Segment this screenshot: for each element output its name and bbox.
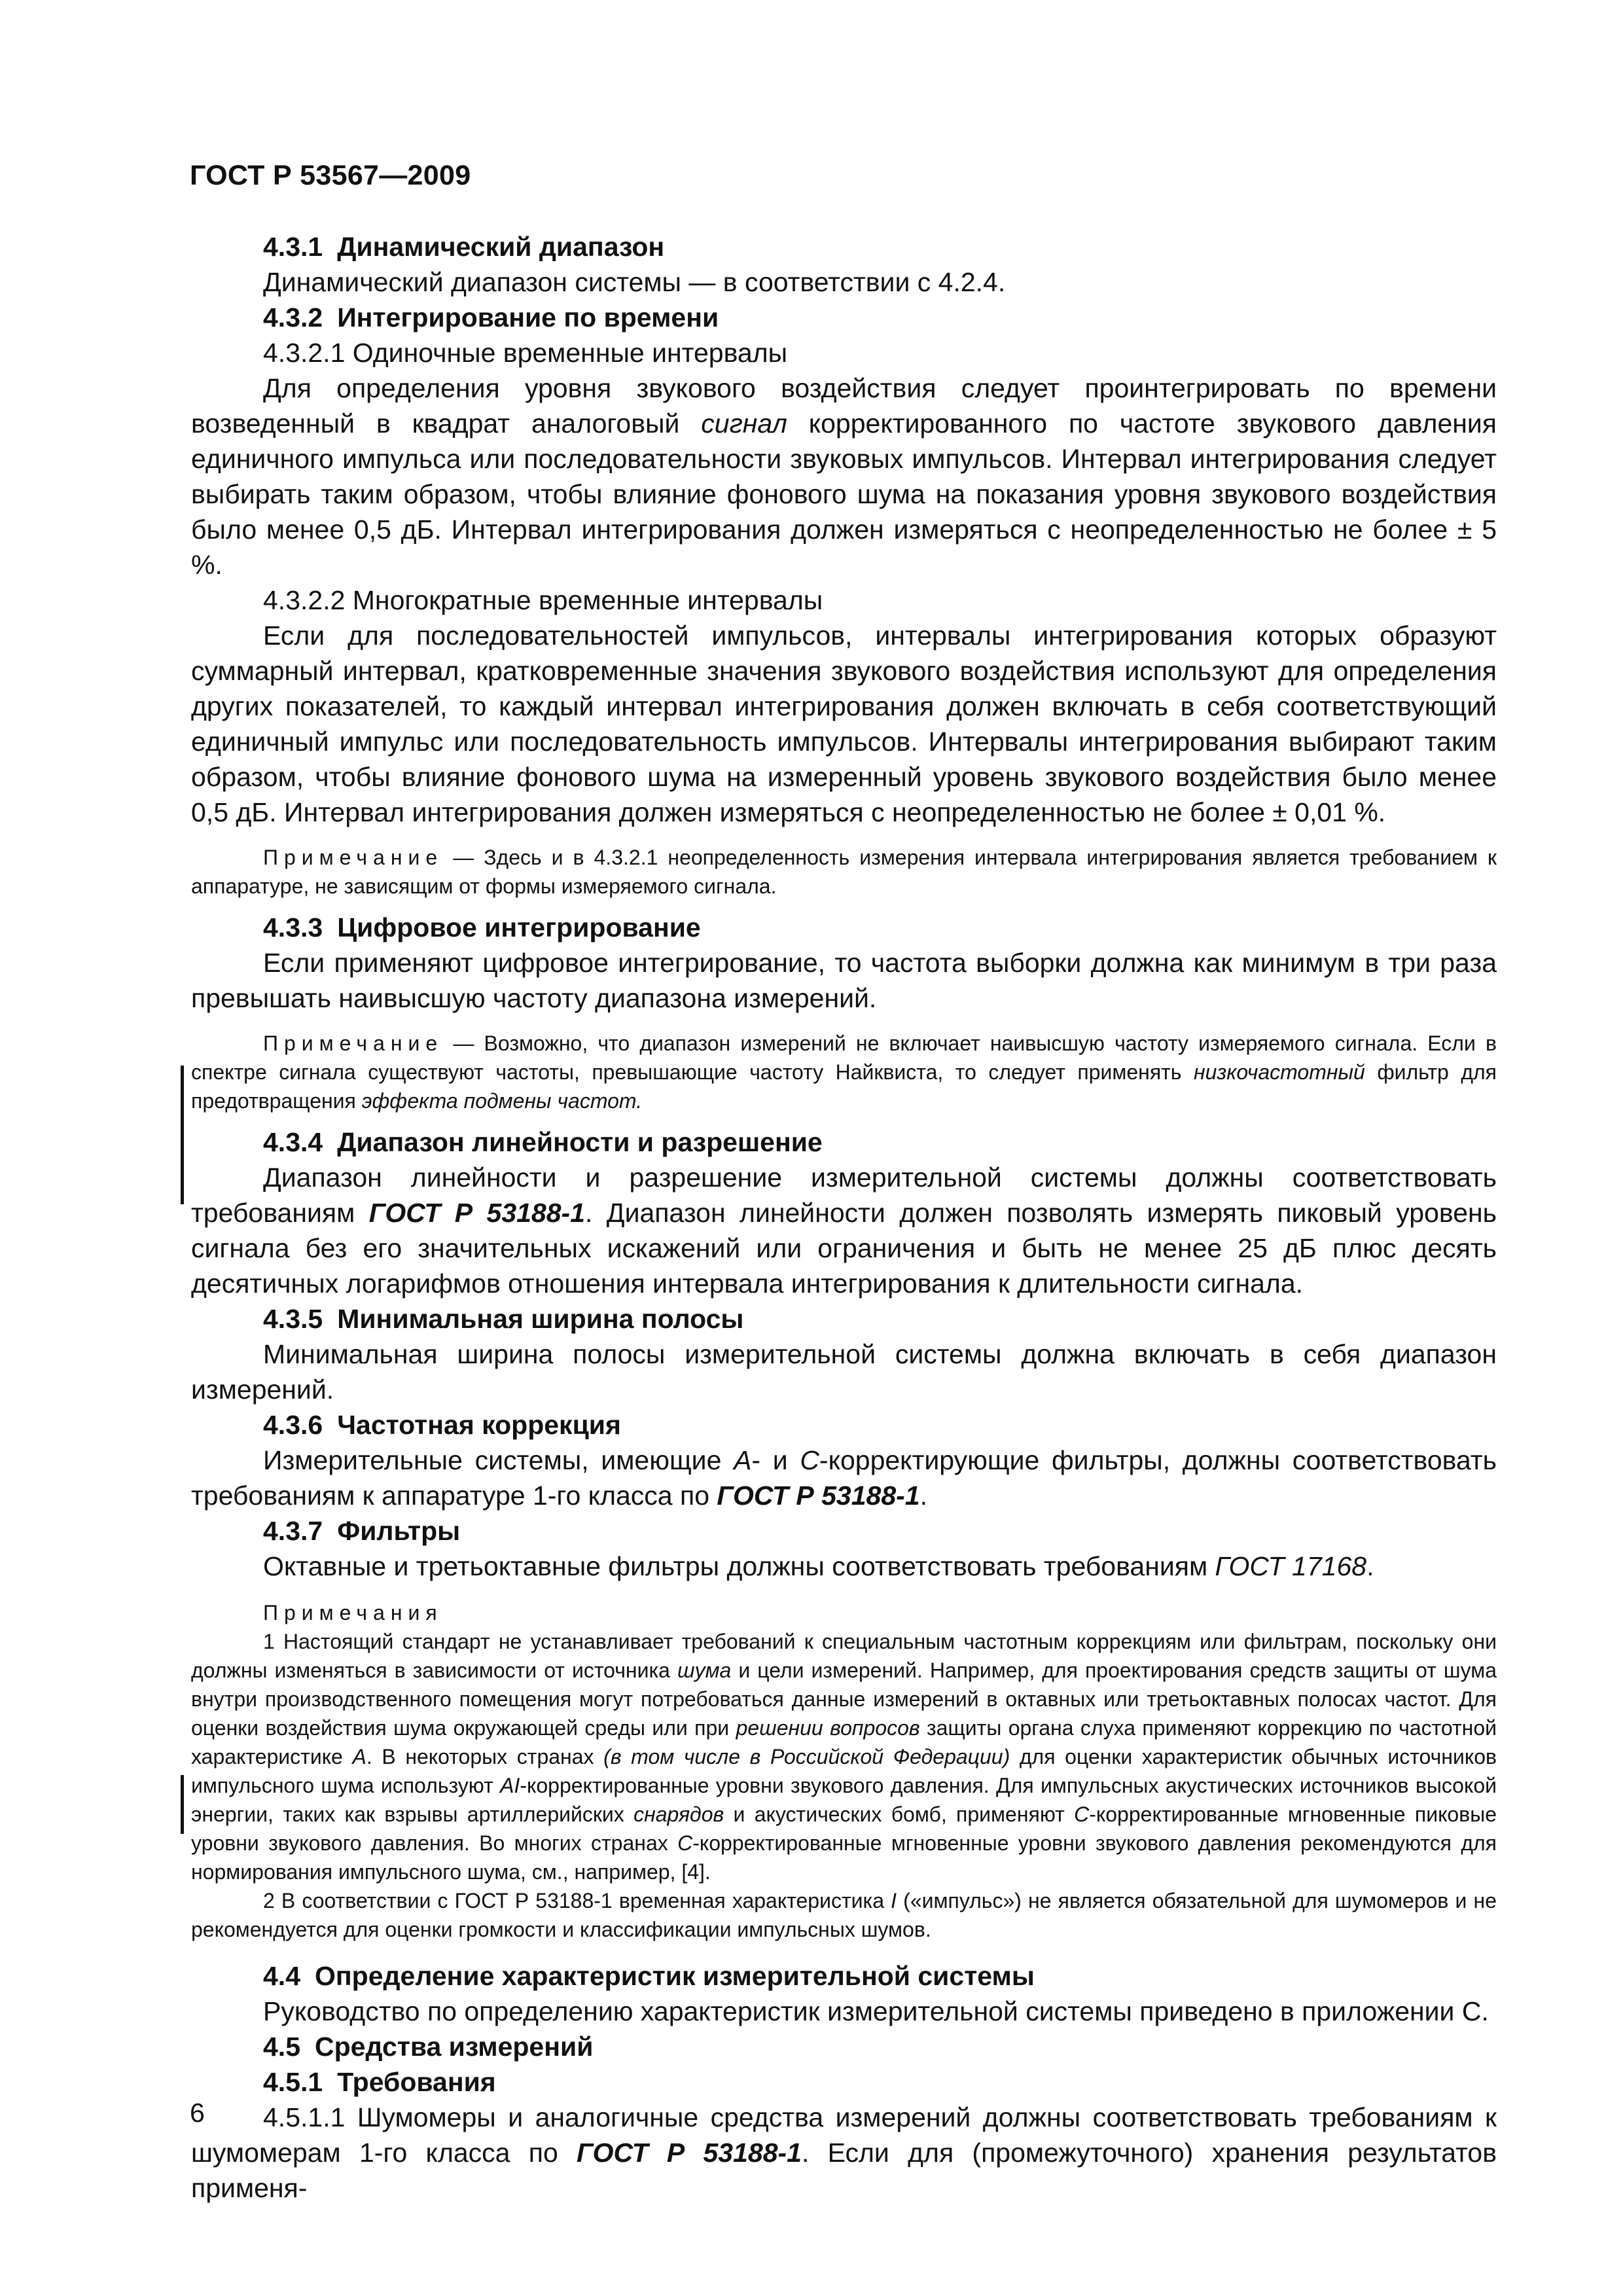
standard-reference: ГОСТ 17168 <box>1215 1551 1367 1581</box>
note-item-1: 1 Настоящий стандарт не устанавливает требований к специальным частотным коррекциям или фильтрам, поскольку они должны изменяться в зависимости от источника шума и цели измерений. Например, для проектирования средств защиты от шума внутри производственного помещения могут потребоваться данные измерений в октавных или третьоктавных полосах частот. Для оценки воздействия шума окружающей среды или при решении вопросов защиты органа слуха применяют коррекцию по частотной характеристике А. В некоторых странах (в том числе в Российской Федерации) для оценки характеристик обычных источников импульсного шума используют AI-корректированные уровни звукового давления. Для импульсных акустических источников высокой энергии, таких как взрывы артиллерийских снарядов и акустических бомб, применяют С-корректированные мгновенные пиковые уровни звукового давления. Во многих странах С-корректированные мгновенные уровни звукового давления рекомендуются для нормирования импульсного шума, см., например, [4]. <box>191 1630 1497 1884</box>
section-heading-4-4: 4.4 Определение характеристик измерительной системы <box>263 1961 1035 1991</box>
change-bar-4-3-4 <box>181 1066 184 1204</box>
paragraph-4-4: Руководство по определению характеристик измерительной системы приведено в приложении С. <box>263 1996 1489 2026</box>
subsection-heading-4-3-2-2: 4.3.2.2 Многократные временные интервалы <box>263 585 823 615</box>
document-body <box>191 229 1497 2206</box>
section-heading-4-3-3: 4.3.3 Цифровое интегрирование <box>263 912 701 942</box>
paragraph-4-3-4: Диапазон линейности и разрешение измерительной системы должны соответствовать требованиям ГОСТ Р 53188-1. Диапазон линейности должен позволять измерять пиковый уровень сигнала без его значительных искажений или ограничения и быть не менее 25 дБ плюс десять десятичных логарифмов отношения интервала интегрирования к длительности сигнала. <box>191 1162 1497 1299</box>
change-bar-note-2 <box>181 1775 184 1834</box>
section-heading-4-3-2: 4.3.2 Интегрирование по времени <box>263 302 719 332</box>
section-heading-4-5-1: 4.5.1 Требования <box>263 2067 496 2097</box>
paragraph-4-3-6: Измерительные системы, имеющие А- и С-корректирующие фильтры, должны соответствовать требованиям к аппаратуре 1-го класса по ГОСТ Р 53188-1. <box>191 1445 1497 1511</box>
page-number: 6 <box>190 2098 205 2128</box>
paragraph-4-3-2-1: Для определения уровня звукового воздействия следует проинтегрировать по времени возведенный в квадрат аналоговый сигнал корректированного по частоте звукового давления единичного импульса или последовательности звуковых импульсов. Интервал интегрирования следует выбирать таким образом, чтобы влияние фонового шума на показания уровня звукового воздействия было менее 0,5 дБ. Интервал интегрирования должен измеряться с неопределенностью не более ± 5 %. <box>191 373 1497 580</box>
standard-reference: ГОСТ Р 53188-1 <box>368 1198 585 1228</box>
note-item-2: 2 В соответствии с ГОСТ Р 53188-1 временная характеристика I («импульс») не является обязательной для шумомеров и не рекомендуется для оценки громкости и классификации импульсных шумов. <box>191 1889 1497 1941</box>
paragraph-4-5-1-1: 4.5.1.1 Шумомеры и аналогичные средства измерений должны соответствовать требованиям к шумомерам 1-го класса по ГОСТ Р 53188-1. Если для (промежуточного) хранения результатов применя- <box>191 2102 1497 2203</box>
note-4-3-3: Примечание — Возможно, что диапазон измерений не включает наивысшую частоту измеряемого сигнала. Если в спектре сигнала существуют частоты, превышающие частоту Найквиста, то следует применять низкочастотный фильтр для предотвращения эффекта подмены частот. <box>191 1031 1497 1113</box>
section-heading-4-3-4: 4.3.4 Диапазон линейности и разрешение <box>263 1127 823 1157</box>
standard-reference: ГОСТ Р 53188-1 <box>717 1480 920 1511</box>
subsection-heading-4-3-2-1: 4.3.2.1 Одиночные временные интервалы <box>263 338 788 368</box>
section-heading-4-3-7: 4.3.7 Фильтры <box>263 1516 461 1546</box>
document-code-header: ГОСТ Р 53567—2009 <box>190 160 471 191</box>
section-heading-4-3-6: 4.3.6 Частотная коррекция <box>263 1410 621 1440</box>
section-heading-4-3-5: 4.3.5 Минимальная ширина полосы <box>263 1304 744 1334</box>
standard-reference: ГОСТ Р 53188-1 <box>577 2138 802 2168</box>
section-heading-4-3-1: 4.3.1 Динамический диапазон <box>263 232 665 262</box>
note-4-3-2: Примечание — Здесь и в 4.3.2.1 неопределенность измерения интервала интегрирования является требованием к аппаратуре, не зависящим от формы измеряемого сигнала. <box>191 846 1497 898</box>
notes-4-3-7: Примечания 1 Настоящий стандарт не устанавливает требований к специальным частотным коррекциям или фильтрам, поскольку они должны изменяться в зависимости от источника шума и цели измерений. Например, для проектирования средств защиты от шума внутри производственного помещения могут потребоваться данные измерений в октавных или третьоктавных полосах частот. Для оценки воздействия шума окружающей среды или при решении вопросов защиты органа слуха применяют коррекцию по частотной характеристике А. В некоторых странах (в том числе в Российской Федерации) для оценки характеристик обычных источников импульсного шума используют AI-корректированные уровни звукового давления. Для импульсных акустических источников высокой энергии, таких как взрывы артиллерийских снарядов и акустических бомб, применяют С-корректированные мгновенные пиковые уровни звукового давления. Во многих странах С-корректированные мгновенные уровни звукового давления рекомендуются для нормирования импульсного шума, см., например, [4]. 2 В соответствии с ГОСТ Р 53188-1 временная характеристика I («импульс») не является обязательной для шумомеров и не рекомендуется для оценки громкости и классификации импульсных шумов. <box>191 1598 1497 1944</box>
paragraph-4-3-3: Если применяют цифровое интегрирование, то частота выборки должна как минимум в три раза превышать наивысшую частоту диапазона измерений. <box>191 948 1497 1013</box>
paragraph-4-3-7: Октавные и третьоктавные фильтры должны соответствовать требованиям ГОСТ 17168. <box>263 1551 1374 1581</box>
paragraph-4-3-2-2: Если для последовательностей импульсов, интервалы интегрирования которых образуют суммарный интервал, кратковременные значения звукового воздействия используют для определения других показателей, то каждый интервал интегрирования должен включать в себя соответствующий единичный импульс или последовательность импульсов. Интервалы интегрирования выбирают таким образом, чтобы влияние фонового шума на измеренный уровень звукового воздействия было менее 0,5 дБ. Интервал интегрирования должен измеряться с неопределенностью не более ± 0,01 %. <box>191 620 1497 827</box>
paragraph-4-3-5: Минимальная ширина полосы измерительной системы должна включать в себя диапазон измерений. <box>191 1339 1497 1405</box>
section-heading-4-5: 4.5 Средства измерений <box>263 2032 594 2062</box>
paragraph-4-3-1: Динамический диапазон системы — в соответствии с 4.2.4. <box>263 267 1006 297</box>
